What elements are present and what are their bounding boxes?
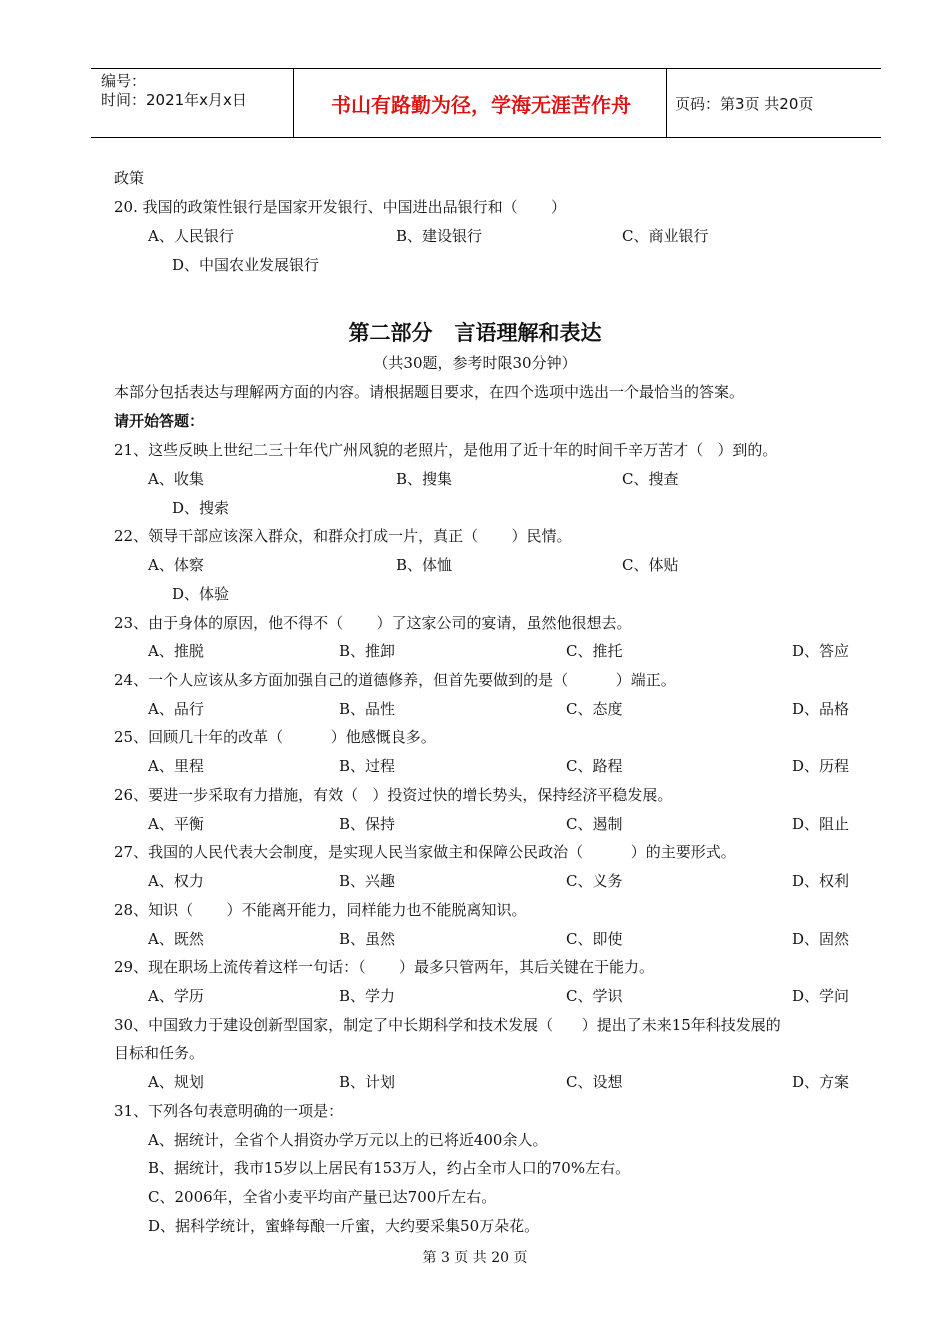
q25-option-a: A、里程 [148,757,204,775]
question-25-stem: 25、回顾几十年的改革（ ）他感慨良多。 [114,728,436,746]
q28-option-d: D、固然 [792,930,850,948]
question-28-stem: 28、知识（ ）不能离开能力，同样能力也不能脱离知识。 [114,901,527,919]
q28-option-c: C、即使 [566,930,623,948]
q21-option-c: C、搜查 [622,470,679,488]
q26-option-a: A、平衡 [148,815,204,833]
q22-option-a: A、体察 [148,556,204,574]
q27-option-c: C、义务 [566,872,623,890]
page-header [91,68,881,138]
q29-option-b: B、学力 [339,987,396,1005]
q23-option-a: A、推脱 [148,642,204,660]
q30-option-c: C、设想 [566,1073,623,1091]
q31-option-c: C、2006年，全省小麦平均亩产量已达700斤左右。 [148,1188,497,1206]
q21-option-b: B、搜集 [396,470,453,488]
q24-option-c: C、态度 [566,700,623,718]
q31-option-a: A、据统计，全省个人捐资办学万元以上的已将近400余人。 [148,1131,548,1149]
q22-option-b: B、体恤 [396,556,453,574]
q23-option-c: C、推托 [566,642,623,660]
page-footer: 第 3 页 共 20 页 [422,1250,528,1266]
q29-option-c: C、学识 [566,987,623,1005]
section-intro: 本部分包括表达与理解两方面的内容。请根据题目要求，在四个选项中选出一个最恰当的答案。 [114,383,745,401]
question-20-stem: 20. 我国的政策性银行是国家开发银行、中国进出品银行和（ ） [114,198,567,216]
q20-option-d: D、中国农业发展银行 [172,256,320,274]
q26-option-b: B、保持 [339,815,396,833]
question-23-stem: 23、由于身体的原因，他不得不（ ）了这家公司的宴请，虽然他很想去。 [114,614,632,632]
header-divider [293,69,294,137]
q24-option-a: A、品行 [148,700,204,718]
q30-option-a: A、规划 [148,1073,204,1091]
q27-option-d: D、权利 [792,872,850,890]
q24-option-b: B、品性 [339,700,396,718]
question-26-stem: 26、要进一步采取有力措施，有效（ ）投资过快的增长势头，保持经济平稳发展。 [114,786,673,804]
q31-option-d: D、据科学统计，蜜蜂每酿一斤蜜，大约要采集50万朵花。 [148,1217,540,1235]
q31-option-b: B、据统计，我市15岁以上居民有153万人，约占全市人口的70%左右。 [148,1159,631,1177]
q28-option-b: B、虽然 [339,930,396,948]
q20-option-c: C、商业银行 [622,227,709,245]
q26-option-c: C、遏制 [566,815,623,833]
question-24-stem: 24、一个人应该从多方面加强自己的道德修养，但首先要做到的是（ ）端正。 [114,671,676,689]
header-divider [666,69,667,137]
section-subtitle: （共30题，参考时限30分钟） [373,354,577,372]
q30-option-b: B、计划 [339,1073,396,1091]
q21-option-d: D、搜索 [172,499,230,517]
q20-option-a: A、人民银行 [148,227,234,245]
q21-option-a: A、收集 [148,470,204,488]
q20-option-b: B、建设银行 [396,227,483,245]
question-30-stem-continued: 目标和任务。 [114,1044,205,1062]
q28-option-a: A、既然 [148,930,204,948]
q25-option-b: B、过程 [339,757,396,775]
q29-option-a: A、学历 [148,987,204,1005]
header-meta [101,72,247,110]
question-29-stem: 29、现在职场上流传着这样一句话：（ ）最多只管两年，其后关键在于能力。 [114,958,654,976]
section-title: 第二部分 言语理解和表达 [348,321,602,345]
q26-option-d: D、阻止 [792,815,850,833]
start-label: 请开始答题： [114,412,205,430]
page-number-label: 页码：第3页 共20页 [675,95,814,113]
header-motto: 书山有路勤为径，学海无涯苦作舟 [331,93,631,117]
q27-option-b: B、兴趣 [339,872,396,890]
question-30-stem: 30、中国致力于建设创新型国家，制定了中长期科学和技术发展（ ）提出了未来15年科技发展的 [114,1016,781,1034]
q22-option-d: D、体验 [172,585,230,603]
q24-option-d: D、品格 [792,700,850,718]
q23-option-d: D、答应 [792,642,850,660]
q29-option-d: D、学问 [792,987,850,1005]
q23-option-b: B、推卸 [339,642,396,660]
q27-option-a: A、权力 [148,872,204,890]
time-label: 时间：2021年x月x日 [101,91,247,109]
question-31-stem: 31、下列各句表意明确的一项是： [114,1102,344,1120]
question-22-stem: 22、领导干部应该深入群众，和群众打成一片，真正（ ）民情。 [114,527,572,545]
q25-option-c: C、路程 [566,757,623,775]
code-label: 编号： [101,72,147,90]
q25-option-d: D、历程 [792,757,850,775]
prev-tail: 政策 [114,169,145,187]
q22-option-c: C、体贴 [622,556,679,574]
q30-option-d: D、方案 [792,1073,850,1091]
question-21-stem: 21、这些反映上世纪二三十年代广州风貌的老照片，是他用了近十年的时间千辛万苦才（ ）到的。 [114,441,778,459]
question-27-stem: 27、我国的人民代表大会制度，是实现人民当家做主和保障公民政治（ ）的主要形式。 [114,843,736,861]
